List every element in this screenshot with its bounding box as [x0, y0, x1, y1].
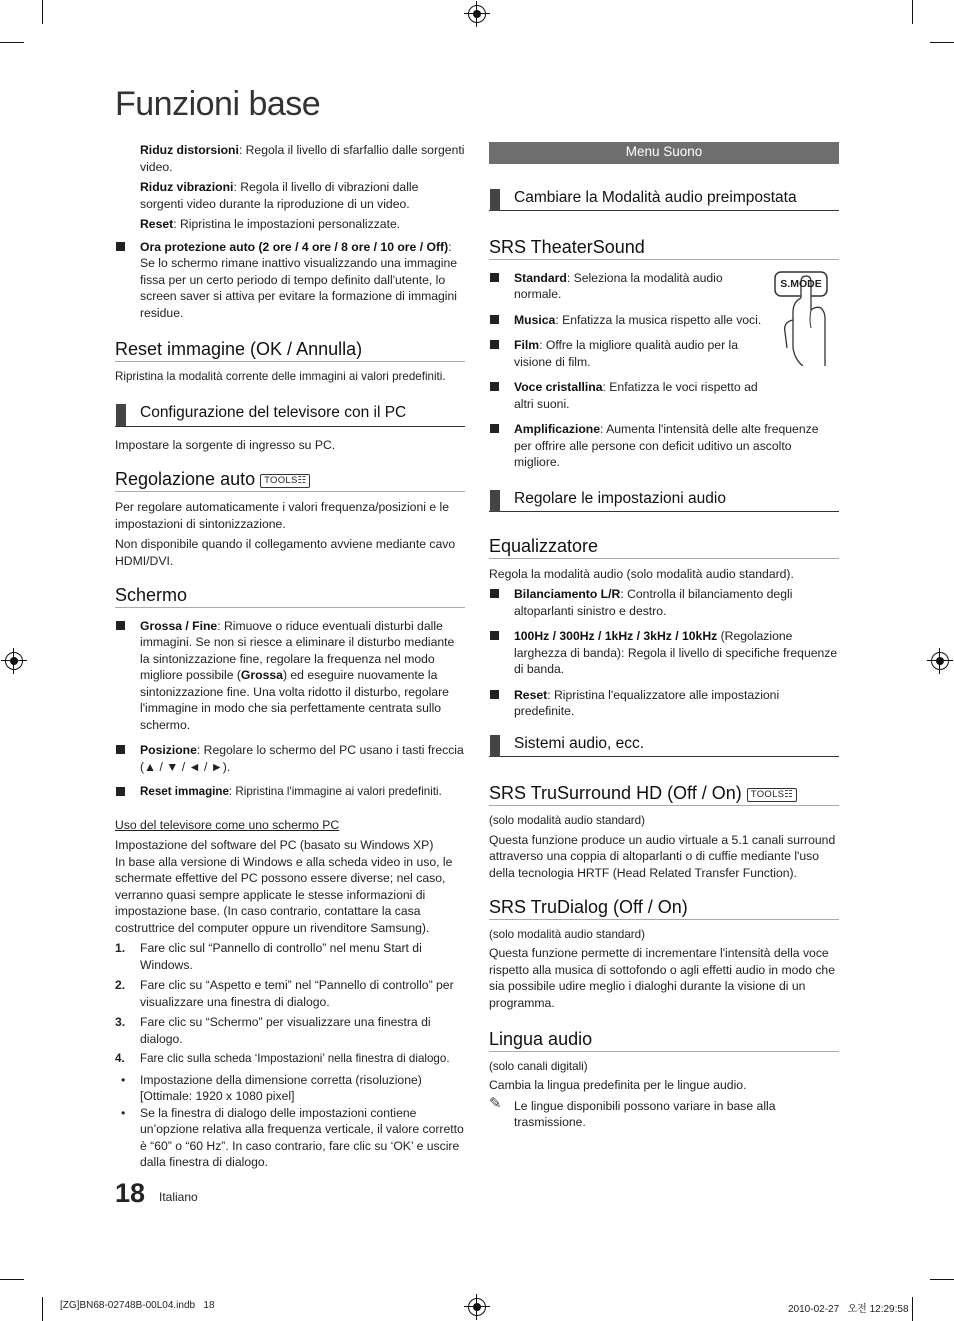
paragraph: (solo canali digitali) [489, 1059, 588, 1073]
registration-mark-icon [468, 5, 486, 23]
term: Amplificazione [514, 422, 601, 436]
crop-mark [912, 0, 913, 24]
paragraph: Ripristina la modalità corrente delle immagini ai valori predefiniti. [115, 369, 446, 383]
bullet-item [489, 312, 839, 329]
language-label: Italiano [159, 1190, 198, 1204]
section-heading: SRS TruDialog (Off / On) [489, 899, 839, 920]
bullet-item [489, 270, 839, 303]
term: Reset [140, 217, 174, 231]
bullet-item [489, 337, 839, 370]
note-text: Le lingue disponibili possono variare in base alla trasmissione. [514, 1098, 776, 1129]
left-column [115, 142, 465, 1175]
paragraph: Questa funzione permette di incrementare l'intensità della voce rispetto alla musica di sottofondo o agli effetti audio in modo che sia possibile udire meglio i dialoghi durante la visione di un programma. [489, 946, 835, 1010]
step-item [115, 940, 465, 973]
text: (Regolazione larghezza di banda): Regola il livello di specifiche frequenze di banda. [514, 629, 838, 676]
tools-button-icon: TOOLS☷ [747, 788, 797, 802]
section-heading: Schermo [115, 587, 465, 608]
print-timestamp: 2010-02-27 오전 12:29:58 [788, 1304, 909, 1315]
step-item [115, 1051, 465, 1068]
section-heading [489, 785, 839, 806]
section-heading: Reset immagine (OK / Annulla) [115, 341, 465, 362]
page-title: Funzioni base [115, 85, 321, 123]
text: : Seleziona la modalità audio normale. [514, 270, 723, 301]
section-heading: Equalizzatore [489, 538, 839, 559]
paragraph: Non disponibile quando il collegamento avviene mediante cavo HDMI/DVI. [115, 537, 456, 568]
step-number: 2. [115, 978, 126, 992]
paragraph: Impostazione del software del PC (basato su Windows XP) [115, 838, 434, 852]
paragraph: Regola la modalità audio (solo modalità audio standard). [489, 566, 794, 581]
crop-mark [0, 1279, 24, 1280]
term: Grossa / Fine [140, 618, 218, 633]
bullet-item [489, 687, 839, 720]
text: : Regola il livello di vibrazioni dalle sorgenti video durante la riproduzione di un video. [140, 180, 419, 211]
crop-mark [42, 0, 43, 24]
step-item [115, 977, 465, 1010]
tools-label: TOOLS [264, 475, 298, 486]
term: Reset immagine [140, 785, 229, 798]
bullet-item [115, 618, 465, 734]
step-number: 4. [115, 1052, 125, 1065]
step-text: Fare clic sulla scheda ‘Impostazioni’ nella finestra di dialogo. [140, 1052, 450, 1065]
text: : Offre la migliore qualità audio per la visione di film. [514, 338, 739, 369]
term: 100Hz / 300Hz / 1kHz / 3kHz / 10kHz [514, 629, 718, 643]
crop-mark [0, 42, 24, 43]
term: Riduz distorsioni [140, 143, 239, 157]
tools-button-icon: TOOLS☷ [260, 474, 310, 488]
text: : Regolare lo schermo del PC usano i tasti freccia (▲ / ▼ / ◄ / ►). [140, 743, 464, 774]
section-heading: Lingua audio [489, 1031, 839, 1052]
subsection-heading: Sistemi audio, ecc. [489, 734, 839, 758]
note [489, 1094, 839, 1131]
right-column [489, 142, 839, 1135]
text: : Ripristina l'equalizzatore alle impostazioni predefinite. [514, 687, 780, 718]
dot-item: • Impostazione della dimensione corretta (risoluzione) [Ottimale: 1920 x 1080 pixel] [115, 1072, 465, 1105]
paragraph: (solo modalità audio standard) [489, 927, 645, 941]
text: : Enfatizza le voci rispetto ad altri suoni. [514, 380, 758, 411]
term: Ora protezione auto (2 ore / 4 ore / 8 ore / 10 ore / Off) [140, 239, 449, 254]
theatersound-list [489, 270, 839, 471]
crop-mark [930, 42, 954, 43]
menu-bar: Menu Suono [489, 142, 839, 164]
term: Musica [514, 312, 556, 327]
crop-mark [42, 1297, 43, 1321]
subsection-heading: Regolare le impostazioni audio [489, 489, 839, 513]
term: Voce cristallina [514, 380, 603, 394]
step-text: Fare clic sul “Pannello di controllo” nel menu Start di Windows. [140, 941, 422, 972]
bullet-item [489, 586, 839, 619]
bullet-item [489, 628, 839, 678]
dot-item: • Se la finestra di dialogo delle impostazioni contiene un’opzione relativa alla frequenza verticale, il valore corretto è “60” o “60 Hz”. In caso contrario, fare clic su ‘OK’ e uscire dalla finestra di dialogo. [115, 1105, 465, 1171]
bullet-item [115, 784, 465, 801]
subsection-heading: Configurazione del televisore con il PC [115, 403, 465, 427]
step-item [115, 1014, 465, 1047]
text: : Aumenta l'intensità delle alte frequenze per offrire alle persone con deficit uditivo un ascolto migliore. [514, 422, 819, 469]
heading-text: Regolazione auto [115, 469, 256, 489]
term: Bilanciamento L/R [514, 587, 621, 601]
registration-mark-icon [468, 1298, 486, 1316]
heading-text: SRS TruSurround HD (Off / On) [489, 783, 742, 803]
registration-mark-icon [5, 652, 23, 670]
paragraph [115, 142, 465, 175]
file-info: [ZG]BN68-02748B-00L04.indb 18 [60, 1300, 215, 1311]
text: : Enfatizza la musica rispetto alle voci. [555, 312, 762, 327]
text: ) ed eseguire nuovamente la sintonizzazione fine. Una volta ridotto il disturbo, regolare l'immagine in modo che sia perfettamente centrata sullo schermo. [140, 668, 449, 732]
term: Standard [514, 270, 567, 285]
bullet-item [489, 421, 839, 471]
text: : Se lo schermo rimane inattivo visualizzando una immagine fissa per un certo periodo di tempo definito dall'utente, lo screen saver si attiva per evitare la formazione di immagini residue. [140, 239, 458, 320]
crop-mark [930, 1279, 954, 1280]
paragraph [115, 179, 465, 212]
crop-mark [912, 1297, 913, 1321]
smode-label: S.MODE [780, 277, 822, 290]
page-number: 18 [115, 1178, 146, 1208]
paragraph: Impostare la sorgente di ingresso su PC. [115, 437, 336, 452]
term: Grossa [240, 668, 283, 682]
step-text: Fare clic su “Aspetto e temi” nel “Pannello di controllo” per visualizzare una finestra di dialogo. [140, 978, 454, 1009]
paragraph: In base alla versione di Windows e alla scheda video in uso, le schermate effettive del PC possono essere diverse; nel caso, verranno quasi sempre applicate le stesse informazioni di impostazione base. (In caso contrario, contattare la casa costruttrice del computer oppure un rivenditore Samsung). [115, 854, 453, 935]
text: : Ripristina l'immagine ai valori predefiniti. [228, 785, 442, 798]
text: : Rimuove o riduce eventuali disturbi dalle immagini. Se non si riesce a eliminare il disturbo mediante la sintonizzazione fine, regolare la frequenza nel modo migliore possibile ( [140, 618, 455, 682]
registration-mark-icon [931, 652, 949, 670]
term: Film [514, 338, 540, 352]
subsection-heading: Cambiare la Modalità audio preimpostata [489, 188, 839, 212]
note-pencil-icon: ✎ [489, 1094, 502, 1112]
text: : Ripristina le impostazioni personalizzate. [173, 217, 401, 231]
step-number: 3. [115, 1015, 126, 1029]
bullet-item [115, 239, 465, 322]
term: Reset [514, 687, 548, 702]
text: : Regola il livello di sfarfallio dalle sorgenti video. [140, 143, 465, 174]
paragraph: (solo modalità audio standard) [489, 814, 645, 827]
step-text: Fare clic su “Schermo” per visualizzare una finestra di dialogo. [140, 1015, 431, 1046]
paragraph: Cambia la lingua predefinita per le lingue audio. [489, 1078, 747, 1092]
subsection-title: Uso del televisore come uno schermo PC [115, 817, 340, 832]
bullet-item [489, 379, 839, 412]
paragraph: Questa funzione produce un audio virtuale a 5.1 canali surround attraverso una coppia di altoparlanti o di cuffie mediante l'uso della tecnologia HRTF (Head Related Transfer Function). [489, 832, 836, 880]
text: : Controlla il bilanciamento degli altoparlanti sinistro e destro. [514, 587, 793, 618]
tools-label: TOOLS [750, 789, 785, 800]
section-heading: SRS TheaterSound [489, 239, 839, 260]
paragraph [115, 216, 465, 233]
bullet-item [115, 742, 465, 775]
paragraph: Per regolare automaticamente i valori frequenza/posizioni e le impostazioni di sintonizzazione. [115, 500, 449, 531]
term: Posizione [140, 743, 197, 757]
step-number: 1. [115, 941, 126, 955]
term: Riduz vibrazioni [140, 180, 234, 194]
section-heading [115, 471, 465, 492]
